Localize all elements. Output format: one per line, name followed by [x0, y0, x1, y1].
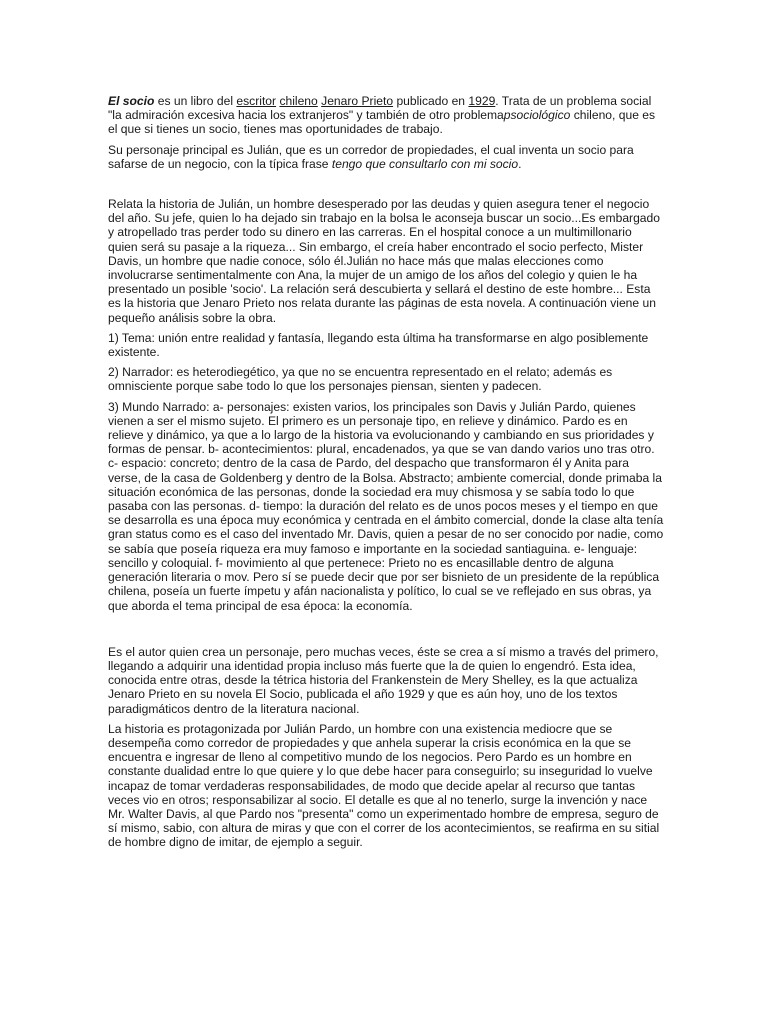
document-body	[108, 94, 664, 856]
link-author[interactable]: Jenaro Prieto	[321, 94, 394, 108]
link-escritor[interactable]: escritor	[236, 94, 277, 108]
intro-text: chileno, que es el que si tienes un socio, tienes mas oportunidades de trabajo.	[108, 108, 656, 137]
narrator-paragraph: 2) Narrador: es heterodiegético, ya que no se encuentra representado en el relato; además es omnisciente porque sabe todo lo que los personajes piensan, sienten y padecen.	[108, 365, 613, 394]
protagonist-paragraph	[108, 143, 664, 171]
spacer	[108, 619, 664, 645]
theme-paragraph: 1) Tema: unión entre realidad y fantasía, llegando esta última ha transformarse en algo posiblemente existente.	[108, 330, 649, 360]
narrated-world-paragraph: 3) Mundo Narrado: a- personajes: existen varios, los principales son Davis y Julián Pardo, quienes vienen a ser el mismo sujeto. El primero es un personaje tipo, en relieve y dinámico. Pardo es en relieve y dinámico, ya que a lo largo de la historia va evolucionando y cambiando en sus prioridades y formas de pensar. b- acontecimientos: plural, encadenados, ya que se van dando varios uno tras otro. c- espacio: concreto; dentro de la casa de Pardo, del despacho que transformaron él y Anita para verse, de la casa de Goldenberg y dentro de la Bolsa. Abstracto; ambiente comercial, donde primaba la situación económica de las personas, donde la sociedad era muy chismosa y se sabía todo lo que pasaba con las personas. d- tiempo: la duración del relato es de unos pocos meses y el tiempo en que se desarrolla es una época muy económica y centrada en el ámbito comercial, donde la clase alta tenía gran status como es el caso del inventado Mr. Davis, quien a pesar de no ser conocido por nadie, como se sabía que poseía riqueza era muy famoso e importante en la sociedad santiaguina. e- lenguaje: sencillo y coloquial. f- movimiento al que pertenece: Prieto no es encasillable dentro de alguna generación literaria o mov. Pero sí se puede decir que por ser bisnieto de un presidente de la república chilena, poseía un fuerte ímpetu y afán nacionalista y político, lo cual se ve reflejado en sus obras, ya que aborda el tema principal de esa época: la economía.	[108, 399, 664, 613]
protagonist-text: Su personaje principal es Julián, que es un corredor de propiedades, el cual inventa un socio para safarse de un negocio, con la típica frase	[108, 142, 634, 171]
italic-phrase: tengo que consultarlo con mi socio	[331, 156, 519, 171]
story-paragraph: La historia es protagonizada por Julián Pardo, un hombre con una existencia mediocre que se desempeña como corredor de propiedades y que anhela superar la crisis económica en la que se encuentra e ingresar de lleno al competitivo mundo de los negocios. Pero Pardo es un hombre en constante dualidad entre lo que quiere y lo que debe hacer para conseguirlo; su inseguridad lo vuelve incapaz de tomar verdaderas responsabilidades, de modo que decide apelar al recurso que tantas veces vio en otros; responsabilizar al socio. El detalle es que al no tenerlo, surge la invención y nace Mr. Walter Davis, al que Pardo nos "presenta" como un experimentado hombre de empresa, seguro de sí mismo, sabio, con altura de miras y que con el correr de los acontecimientos, se reafirma en su sitial de hombre digno de imitar, de ejemplo a seguir.	[108, 721, 660, 850]
intro-paragraph	[108, 94, 664, 137]
link-chileno[interactable]: chileno	[279, 94, 318, 108]
plot-paragraph: Relata la historia de Julián, un hombre desesperado por las deudas y quien asegura tener el negocio del año. Su jefe, quien lo ha dejado sin trabajo en la bolsa le aconseja buscar un socio...Es embargado y atropellado tras perder todo su dinero en las carreras. En el hospital conoce a un multimillonario quien será su pasaje a la riqueza... Sin embargo, el creía haber encontrado el socio perfecto, Mister Davis, un hombre que nadie conoce, sólo él.Julián no hace más que malas elecciones como involucrarse sentimentalmente con Ana, la mujer de un amigo de los años del colegio y quien le ha presentado un posible 'socio'. La relación será descubierta y sellará el destino de este hombre... Esta es la historia que Jenaro Prieto nos relata durante las páginas de esta novela. A continuación viene un pequeño análisis sobre la obra.	[108, 197, 660, 325]
author-paragraph: Es el autor quien crea un personaje, pero muchas veces, éste se crea a sí mismo a través del primero, llegando a adquirir una identidad propia incluso más fuerte que la de quien lo engendró. Esta idea, conocida entre otras, desde la tétrica historia del Frankenstein de Mery Shelley, es la que actualiza Jenaro Prieto en su novela El Socio, publicada el año 1929 y que es aún hoy, uno de los textos paradigmáticos dentro de la literatura nacional.	[108, 644, 659, 716]
intro-text: es un libro del	[154, 94, 237, 108]
protagonist-text: .	[518, 156, 522, 171]
intro-text: . Trata de un problema social "la admiración excesiva hacia los extranjeros" y también de otro problema	[108, 94, 652, 123]
spacer	[108, 177, 664, 197]
italic-word: psociológico	[503, 108, 571, 123]
book-title: El socio	[108, 94, 155, 108]
intro-text: publicado en	[393, 94, 469, 108]
link-year[interactable]: 1929	[468, 94, 496, 108]
